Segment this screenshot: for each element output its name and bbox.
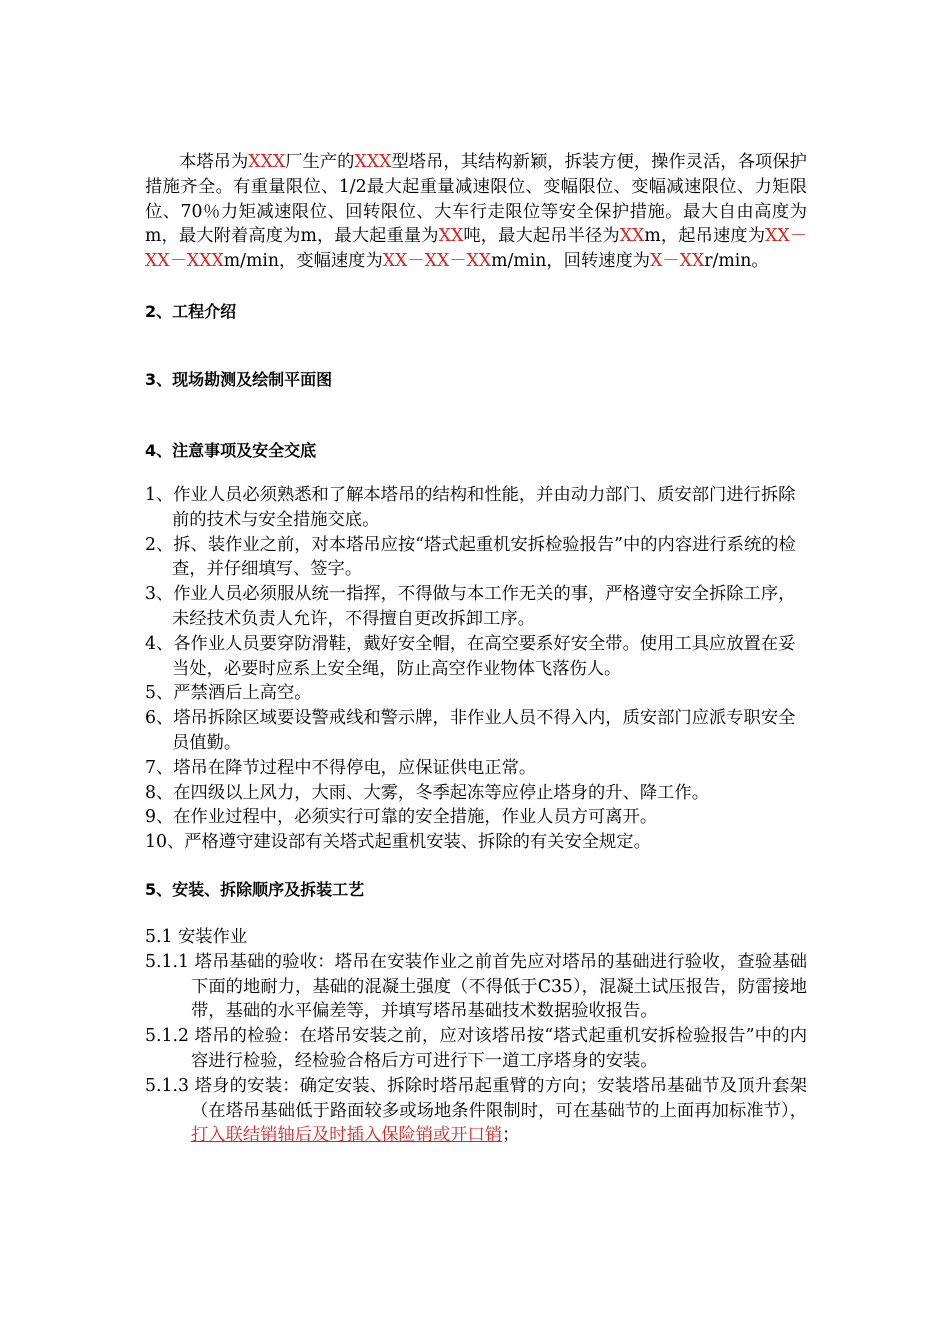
section-heading-safety: 4、注意事项及安全交底	[145, 440, 317, 460]
list-item: 10、严格遵守建设部有关塔式起重机安装、拆除的有关安全规定。	[145, 832, 651, 853]
section-heading-project: 2、工程介绍	[145, 301, 237, 321]
list-item: 5、严禁酒后上高空。	[145, 683, 312, 704]
subsection-crane-inspection: 5.1.2 塔吊的检验：在塔吊安装之前，应对该塔吊按“塔式起重机安拆检验报告”中的内容进行检验，经检验合格后方可进行下一道工序塔身的安装。	[145, 1026, 807, 1071]
model-placeholder: XXX	[354, 152, 392, 172]
intro-text: 厂生产的	[285, 152, 355, 172]
intro-text: 型塔吊，其结构新颖，拆装方便，操作灵活，各项保护措施齐全。有重量限位、1/2最大起重量减速限位、变幅限位、变幅减速限位、力矩限位、70％力矩减速限位、回转限位、大车行走限位等安全保护措施。最大自由高度为m，最大附着高度为m，最大起重量为	[145, 152, 807, 247]
intro-text: m，起吊速度为	[644, 226, 766, 247]
list-item: 1、作业人员必须熟悉和了解本塔吊的结构和性能，并由动力部门、质安部门进行拆除前的技术与安全措施交底。	[145, 484, 796, 530]
list-item: 4、各作业人员要穿防滑鞋，戴好安全帽，在高空要系好安全带。使用工具应放置在妥当处，必要时应系上安全绳，防止高空作业物体飞落伤人。	[145, 633, 796, 679]
tower-install-text: ；	[502, 1125, 520, 1146]
max-radius-placeholder: XX	[619, 226, 645, 247]
list-item: 6、塔吊拆除区域要设警戒线和警示牌，非作业人员不得入内，质安部门应派专职安全员值勤。	[145, 708, 796, 753]
intro-text: m/min，变幅速度为	[223, 251, 383, 272]
slew-speed-placeholder: X－XX	[650, 251, 705, 272]
trolley-speed-placeholder: XX－XX－XX	[382, 251, 492, 272]
hoist-speed-placeholder: XX－XX－XXX	[145, 226, 807, 272]
document-page	[145, 150, 807, 1148]
subsection-tower-install	[145, 1074, 807, 1148]
highlighted-instruction: 打入联结销轴后及时插入保险销或开口销	[191, 1125, 503, 1146]
manufacturer-placeholder: XXX	[248, 152, 286, 172]
list-item: 8、在四级以上风力，大雨、大雾，冬季起冻等应停止塔身的升、降工作。	[145, 782, 709, 803]
safety-list	[145, 483, 807, 855]
intro-text: r/min。	[704, 251, 769, 272]
list-item: 3、作业人员必须服从统一指挥，不得做与本工作无关的事，严格遵守安全拆除工序，未经技术负责人允许，不得擅自更改拆卸工序。	[145, 584, 796, 629]
intro-paragraph	[145, 150, 807, 274]
list-item: 2、拆、装作业之前，对本塔吊应按“塔式起重机安拆检验报告”中的内容进行系统的检查，并仔细填写、签字。	[145, 534, 796, 580]
section-heading-procedure: 5、安装、拆除顺序及拆装工艺	[145, 879, 365, 899]
max-load-placeholder: XX	[438, 226, 464, 247]
list-item: 9、在作业过程中，必须实行可靠的安全措施，作业人员方可离开。	[145, 807, 658, 828]
intro-text: 本塔吊为	[179, 152, 249, 172]
intro-text: 吨，最大起吊半径为	[463, 226, 620, 247]
subsection-foundation-check: 5.1.1 塔吊基础的验收：塔吊在安装作业之前首先应对塔吊的基础进行验收，查验基础下面的地耐力，基础的混凝土强度（不得低于C35），混凝土试压报告，防雷接地带，基础的水平偏差等，并填写塔吊基础技术数据验收报告。	[145, 951, 807, 1022]
list-item: 7、塔吊在降节过程中不得停电，应保证供电正常。	[145, 757, 537, 778]
tower-install-text: 5.1.3 塔身的安装：确定安装、拆除时塔吊起重臂的方向；安装塔吊基础节及顶升套架（在塔吊基础低于路面较多或场地条件限制时，可在基础节的上面再加标准节），	[145, 1075, 807, 1121]
intro-text: m/min，回转速度为	[491, 251, 651, 272]
section-heading-survey: 3、现场勘测及绘制平面图	[145, 369, 333, 389]
subsection-title-install: 5.1 安装作业	[145, 926, 248, 947]
